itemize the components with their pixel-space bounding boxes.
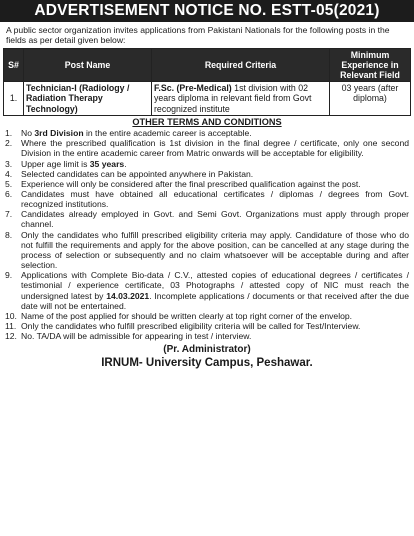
term-text xyxy=(21,128,411,138)
header-minimum-experience: Minimum Experience in Relevant Field xyxy=(330,48,411,81)
list-item xyxy=(3,189,411,209)
term-text xyxy=(21,179,411,189)
signature-block xyxy=(3,344,411,370)
term-emphasis: 3rd Division xyxy=(34,128,84,139)
terms-list xyxy=(3,128,411,341)
list-item xyxy=(3,128,411,138)
list-item xyxy=(3,331,411,341)
term-text xyxy=(21,159,411,169)
term-text-part: Selected candidates can be appointed anywhere in Pakistan. xyxy=(21,168,254,179)
list-item xyxy=(3,209,411,229)
term-number: 5. xyxy=(5,178,13,189)
term-number: 3. xyxy=(5,158,13,169)
header-sno: S# xyxy=(4,48,24,81)
term-text-part: Where the prescribed qualification is 1st division in the final degree / certificate, only one second Division in the entire academic career from Matric onwards will be acceptable for eligibility. xyxy=(21,138,409,159)
term-text-part: Only the candidates who fulfill prescribed eligibility criteria may apply. Candidature of those who do not fulfill the requirements and apply for the above position, can be cancelled at any stage during the process of selection or subsequently and no claim whatsoever will be acceptable during and after selection. xyxy=(21,229,409,271)
term-text-part: Candidates already employed in Govt. and Semi Govt. Organizations must apply through proper channel. xyxy=(21,209,409,230)
terms-heading: OTHER TERMS AND CONDITIONS xyxy=(132,117,282,128)
header-required-criteria: Required Criteria xyxy=(152,48,330,81)
list-item xyxy=(3,169,411,179)
term-text-part: . xyxy=(124,158,127,169)
term-text-part: in the entire academic career is acceptable. xyxy=(83,128,252,139)
term-text-part: No xyxy=(21,128,35,139)
term-text xyxy=(21,169,411,179)
term-number: 4. xyxy=(5,168,13,179)
term-text-part: Name of the post applied for should be written clearly at top right corner of the envelop. xyxy=(21,310,353,321)
intro-text: A public sector organization invites applications from Pakistani Nationals for the following posts in the fields as per detail given below: xyxy=(6,25,390,46)
term-number: 6. xyxy=(5,188,13,199)
term-text xyxy=(21,230,411,271)
term-emphasis: 35 years xyxy=(89,158,125,169)
list-item xyxy=(3,179,411,189)
list-item xyxy=(3,159,411,169)
term-text xyxy=(21,311,411,321)
notice-title: ADVERTISEMENT NOTICE NO. ESTT-05(2021) xyxy=(0,0,414,22)
header-post-name: Post Name xyxy=(24,48,152,81)
list-item xyxy=(3,138,411,158)
table-row xyxy=(4,81,411,115)
row-post-name: Technician-I (Radiology / Radiation Therapy Technology) xyxy=(24,81,152,115)
row-sno: 1. xyxy=(4,81,24,115)
term-text-part: Experience will only be considered after the final prescribed qualification against the post. xyxy=(21,178,361,189)
term-text-part: Upper age limit is xyxy=(21,158,90,169)
term-text xyxy=(21,270,411,311)
term-number: 12. xyxy=(5,331,17,342)
term-number: 2. xyxy=(5,138,13,149)
criteria-qualification: F.Sc. (Pre-Medical) xyxy=(154,82,232,93)
term-number: 7. xyxy=(5,209,13,220)
term-number: 11. xyxy=(5,321,17,331)
term-text xyxy=(21,209,411,229)
criteria-details: 1st division with 02 years diploma in relevant field from Govt recognized institute xyxy=(154,82,312,114)
term-text-part: Only the candidates who fulfill prescribed eligibility criteria will be called for Test/Interview. xyxy=(21,321,361,331)
row-experience: 03 years (after diploma) xyxy=(330,81,411,115)
list-item xyxy=(3,311,411,321)
term-text xyxy=(21,138,411,158)
term-number: 8. xyxy=(5,229,13,240)
list-item xyxy=(3,230,411,271)
term-number: 1. xyxy=(5,128,13,139)
term-text xyxy=(21,189,411,209)
list-item xyxy=(3,270,411,311)
table-header-row xyxy=(4,48,411,81)
organization-address: IRNUM- University Campus, Peshawar. xyxy=(101,357,313,370)
term-number: 10. xyxy=(5,310,17,321)
posts-table xyxy=(3,48,411,116)
term-emphasis: 14.03.2021 xyxy=(106,290,150,301)
list-item xyxy=(3,321,411,331)
term-number: 9. xyxy=(5,270,13,281)
term-text-part: Candidates must have obtained all educational certificates / diplomas / degrees from Govt. recognized institutions. xyxy=(21,188,409,210)
term-text xyxy=(21,331,411,341)
term-text-part: Applications with Complete Bio-data / C.V., attested copies of educational degrees / certificates / testimonial / experience certificate, 03 Photographs / attested copy of NIC must reach the undersigned latest by xyxy=(21,270,409,301)
term-text xyxy=(21,321,411,331)
term-text-part: No. TA/DA will be admissible for appearing in test / interview. xyxy=(21,331,252,342)
signatory-title: (Pr. Administrator) xyxy=(163,344,251,356)
term-text-part: . Incomplete applications / documents or that received after the due date will not be entertained. xyxy=(21,290,409,311)
row-criteria xyxy=(152,81,330,115)
